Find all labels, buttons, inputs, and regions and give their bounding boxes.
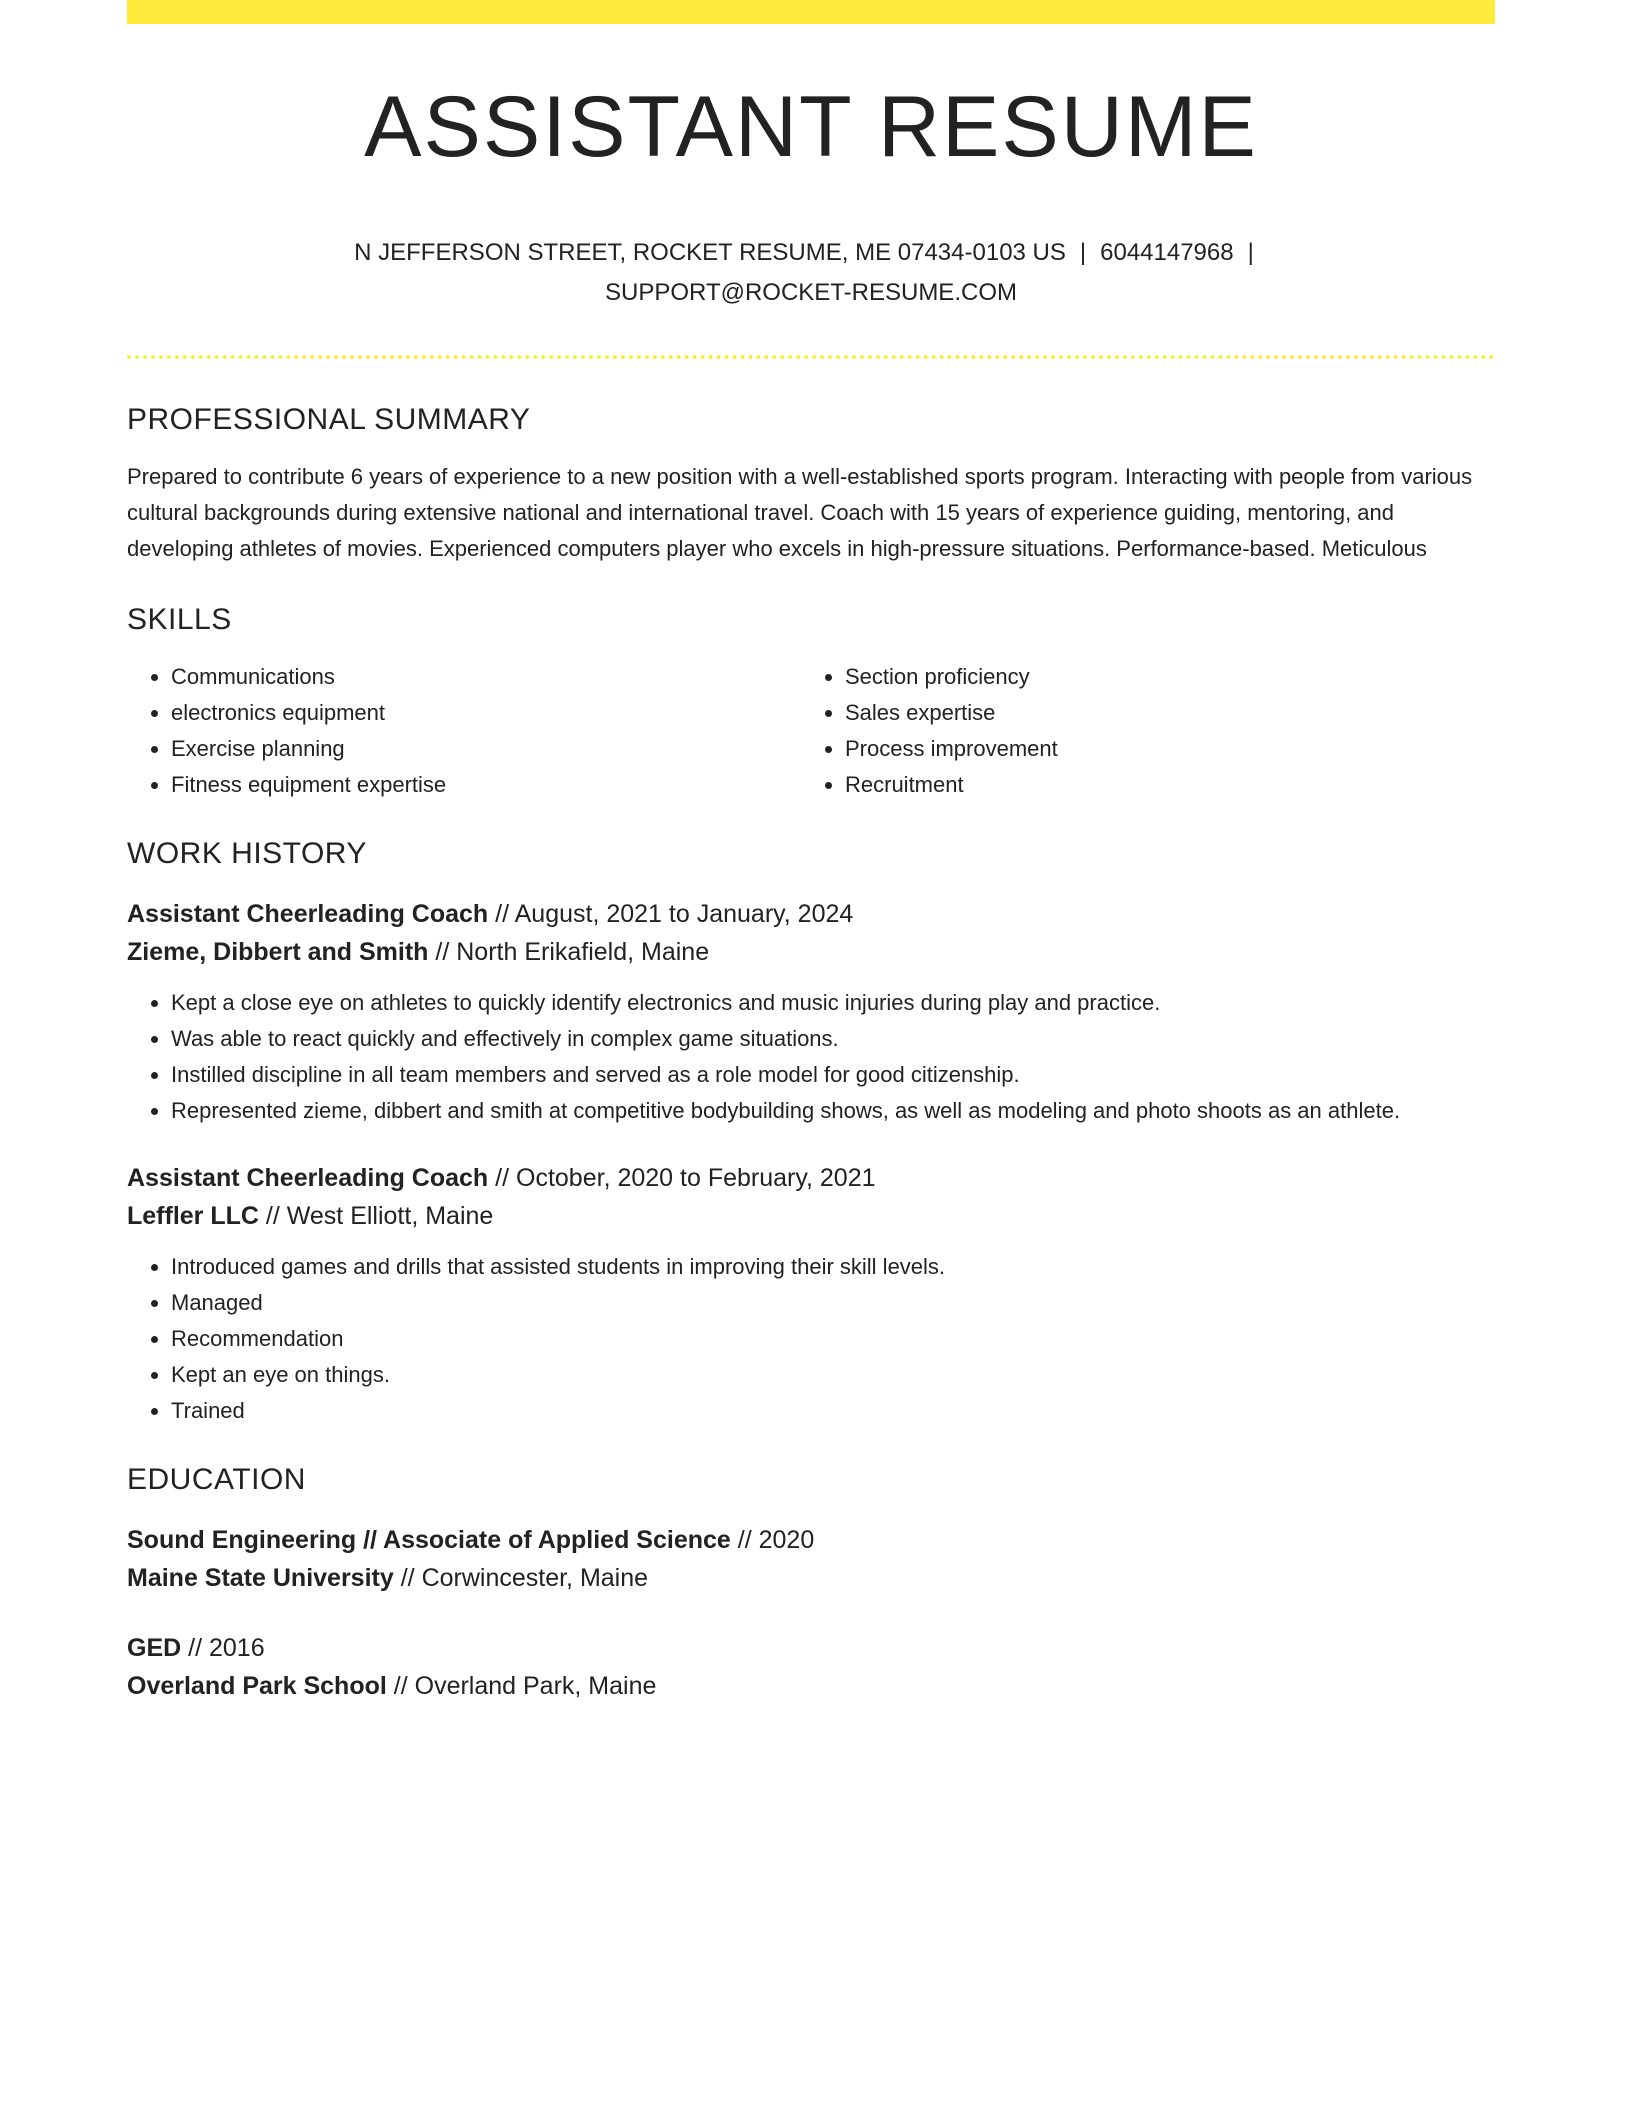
job-entry: [127, 895, 1495, 1129]
contact-info: [127, 233, 1495, 313]
separator: //: [488, 899, 515, 928]
skill-item: • Communications: [171, 659, 801, 695]
education-degree: Sound Engineering // Associate of Applied Science: [127, 1525, 731, 1554]
job-role: Assistant Cheerleading Coach: [127, 899, 489, 928]
education-degree: GED: [127, 1633, 182, 1662]
education-school: Maine State University: [127, 1563, 394, 1592]
job-duties: [127, 985, 1495, 1129]
skill-item: • Process improvement: [845, 731, 1475, 767]
job-role: Assistant Cheerleading Coach: [127, 1163, 489, 1192]
job-duty: • Managed: [171, 1285, 1495, 1321]
contact-phone: 6044147968: [1100, 238, 1234, 266]
job-duties: [127, 1249, 1495, 1429]
job-company: Leffler LLC: [127, 1201, 259, 1230]
job-duty: • Kept an eye on things.: [171, 1357, 1495, 1393]
job-dates: October, 2020 to February, 2021: [516, 1163, 876, 1192]
education-location: Overland Park, Maine: [414, 1671, 657, 1700]
education-entry: [127, 1521, 1495, 1597]
section-title-skills: SKILLS: [127, 602, 232, 636]
separator: //: [393, 1563, 422, 1592]
job-role-line: [127, 1159, 1495, 1197]
section-title-summary: PROFESSIONAL SUMMARY: [127, 402, 531, 436]
job-duty: • Introduced games and drills that assisted students in improving their skill levels.: [171, 1249, 1495, 1285]
education-year: 2016: [208, 1633, 265, 1662]
job-entry: [127, 1159, 1495, 1429]
job-location: North Erikafield, Maine: [456, 937, 710, 966]
job-company: Zieme, Dibbert and Smith: [127, 937, 429, 966]
skill-item: • electronics equipment: [171, 695, 801, 731]
separator: //: [428, 937, 457, 966]
education-school: Overland Park School: [127, 1671, 387, 1700]
skill-item: • Sales expertise: [845, 695, 1475, 731]
separator: //: [730, 1525, 759, 1554]
contact-address: N JEFFERSON STREET, ROCKET RESUME, ME 07434-0103 US: [354, 238, 1066, 266]
job-company-line: [127, 1197, 1495, 1235]
job-duty: • Kept a close eye on athletes to quickly identify electronics and music injuries during play and practice.: [171, 985, 1495, 1021]
contact-separator: |: [1247, 238, 1254, 266]
header-divider: [127, 355, 1495, 359]
separator: //: [181, 1633, 209, 1662]
section-title-education: EDUCATION: [127, 1462, 306, 1496]
skill-item: • Exercise planning: [171, 731, 801, 767]
education-location: Corwincester, Maine: [421, 1563, 649, 1592]
job-dates: August, 2021 to January, 2024: [514, 899, 854, 928]
job-duty: • Recommendation: [171, 1321, 1495, 1357]
skill-item: • Fitness equipment expertise: [171, 767, 801, 803]
job-company-line: [127, 933, 1495, 971]
job-duty: • Represented zieme, dibbert and smith at competitive bodybuilding shows, as well as modeling and photo shoots as an athlete.: [171, 1093, 1495, 1129]
top-accent-bar: [127, 0, 1495, 24]
skills-column-left: [127, 659, 801, 803]
skill-item: • Recruitment: [845, 767, 1475, 803]
skill-item: • Section proficiency: [845, 659, 1475, 695]
skills-column-right: [801, 659, 1475, 803]
summary-text: Prepared to contribute 6 years of experience to a new position with a well-established sports program. Interacting with people from various cultural backgrounds during extensive national and international travel. Coach with 15 years of experience guiding, mentoring, and developing athletes of movies. Experienced computers player who excels in high-pressure situations. Performance-based. Meticulous: [127, 463, 1473, 561]
education-degree-line: [127, 1629, 1495, 1667]
education-year: 2020: [758, 1525, 815, 1554]
separator: //: [488, 1163, 517, 1192]
job-role-line: [127, 895, 1495, 933]
separator: //: [386, 1671, 415, 1700]
education-entry: [127, 1629, 1495, 1705]
contact-separator: |: [1079, 238, 1087, 266]
education-school-line: [127, 1667, 1495, 1705]
education-degree-line: [127, 1521, 1495, 1559]
section-title-work-history: WORK HISTORY: [127, 836, 367, 870]
resume-page: [127, 0, 1495, 1705]
job-duty: • Instilled discipline in all team members and served as a role model for good citizenship.: [171, 1057, 1495, 1093]
contact-email: SUPPORT@ROCKET-RESUME.COM: [605, 278, 1017, 306]
job-location: West Elliott, Maine: [286, 1201, 494, 1230]
education-school-line: [127, 1559, 1495, 1597]
separator: //: [258, 1201, 287, 1230]
job-duty: • Was able to react quickly and effectively in complex game situations.: [171, 1021, 1495, 1057]
job-duty: • Trained: [171, 1393, 1495, 1429]
resume-title: ASSISTANT RESUME: [364, 79, 1258, 175]
skills-list: [127, 659, 1495, 803]
